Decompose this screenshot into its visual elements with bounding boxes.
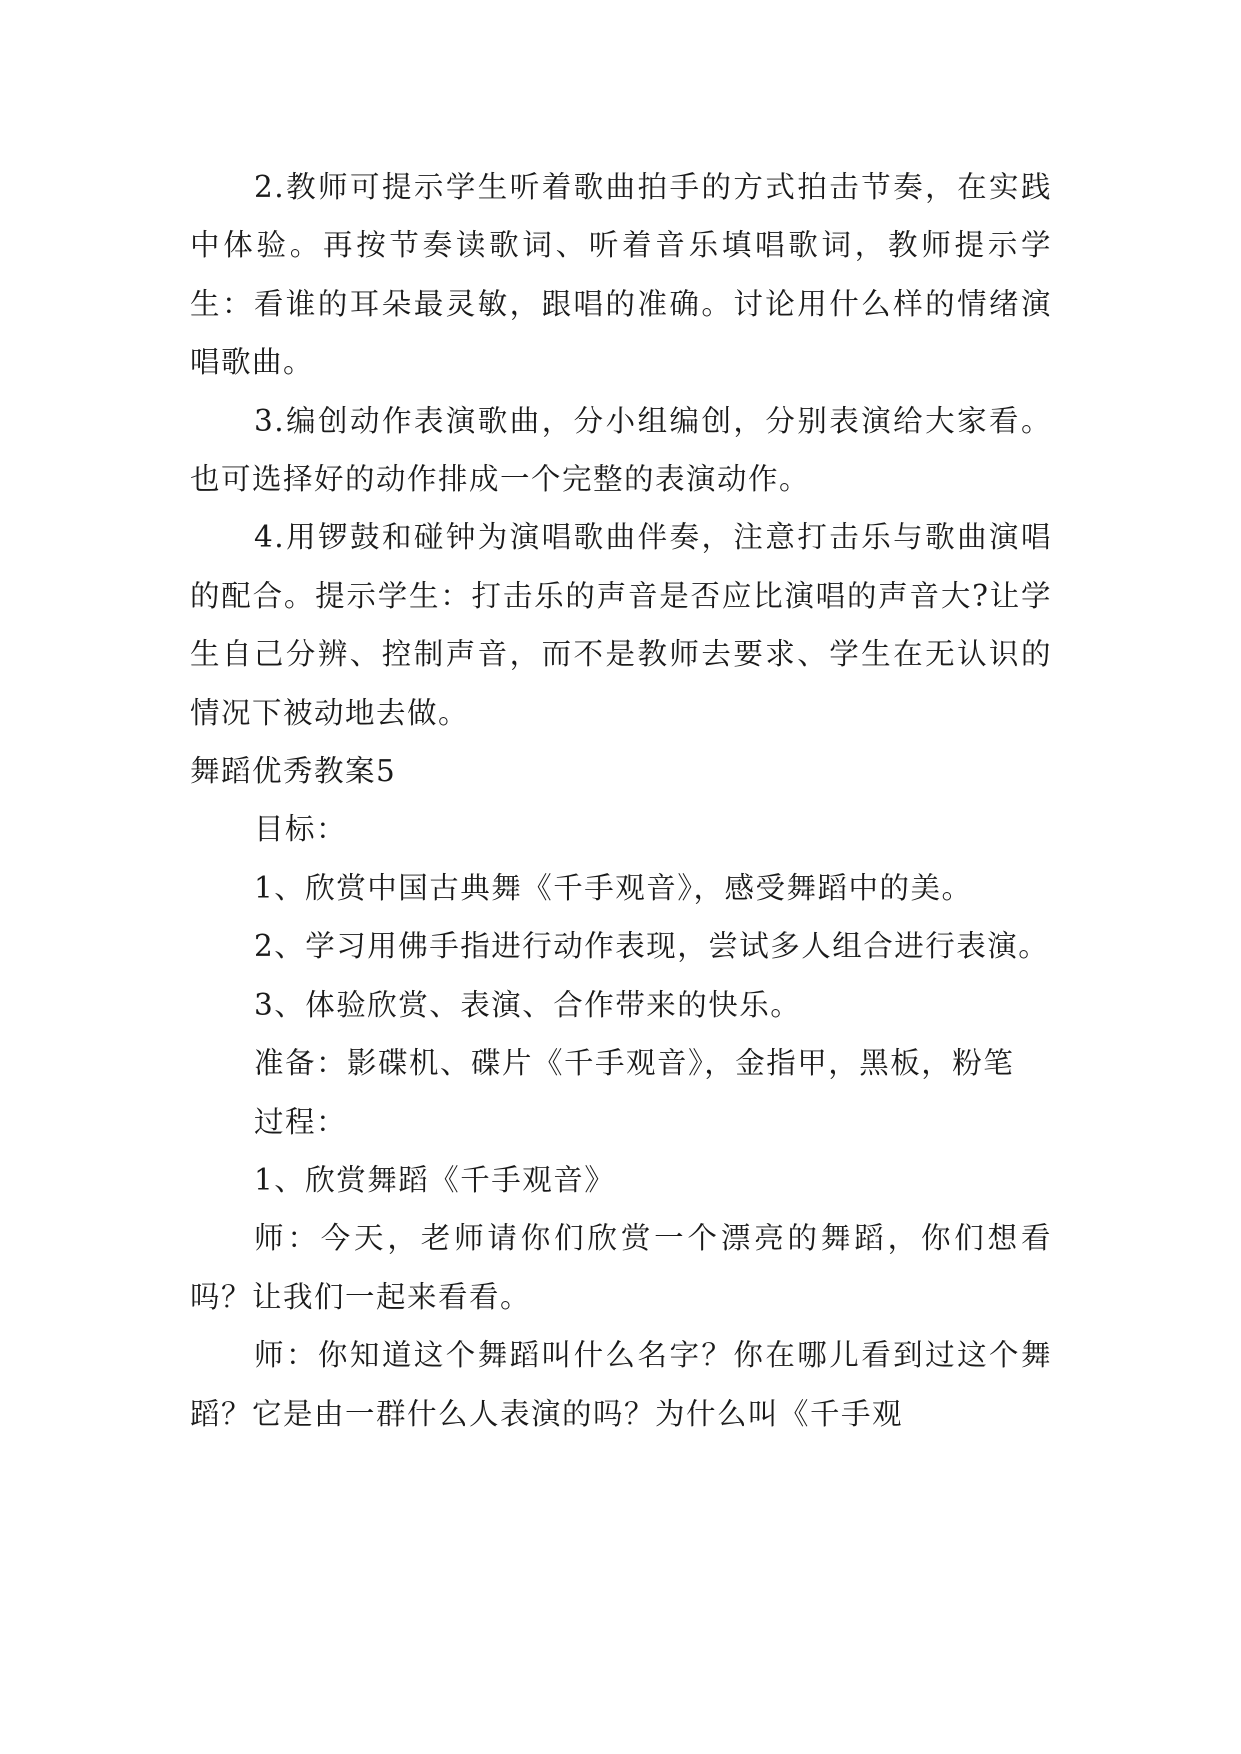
- paragraph-goal-2: 2、学习用佛手指进行动作表现，尝试多人组合进行表演。: [254, 929, 1050, 964]
- document-body: [190, 158, 1052, 1443]
- paragraph-teacher-2: 师：你知道这个舞蹈叫什么名字？你在哪儿看到过这个舞蹈？它是由一群什么人表演的吗？为什么叫《千手观: [190, 1338, 1052, 1431]
- paragraph-step-4: 4.用锣鼓和碰钟为演唱歌曲伴奏，注意打击乐与歌曲演唱的配合。提示学生：打击乐的声音是否应比演唱的声音大?让学生自己分辨、控制声音，而不是教师去要求、学生在无认识的情况下被动地去做。: [190, 520, 1052, 730]
- paragraph-preparation: 准备：影碟机、碟片《千手观音》，金指甲，黑板，粉笔: [254, 1046, 1015, 1081]
- paragraph-teacher-1: 师：今天，老师请你们欣赏一个漂亮的舞蹈，你们想看吗？让我们一起来看看。: [190, 1221, 1052, 1314]
- section-heading: 舞蹈优秀教案5: [190, 754, 397, 789]
- paragraph-step-2: 2.教师可提示学生听着歌曲拍手的方式拍击节奏，在实践中体验。再按节奏读歌词、听着音乐填唱歌词，教师提示学生：看谁的耳朵最灵敏，跟唱的准确。讨论用什么样的情绪演唱歌曲。: [190, 170, 1052, 380]
- paragraph-process-label: 过程：: [254, 1104, 348, 1139]
- paragraph-process-1: 1、欣赏舞蹈《千手观音》: [254, 1162, 616, 1197]
- paragraph-goal-1: 1、欣赏中国古典舞《千手观音》，感受舞蹈中的美。: [254, 870, 973, 905]
- paragraph-step-3: 3.编创动作表演歌曲，分小组编创，分别表演给大家看。也可选择好的动作排成一个完整的表演动作。: [190, 403, 1052, 497]
- paragraph-goals-label: 目标：: [254, 812, 348, 847]
- paragraph-goal-3: 3、体验欣赏、表演、合作带来的快乐。: [254, 987, 802, 1022]
